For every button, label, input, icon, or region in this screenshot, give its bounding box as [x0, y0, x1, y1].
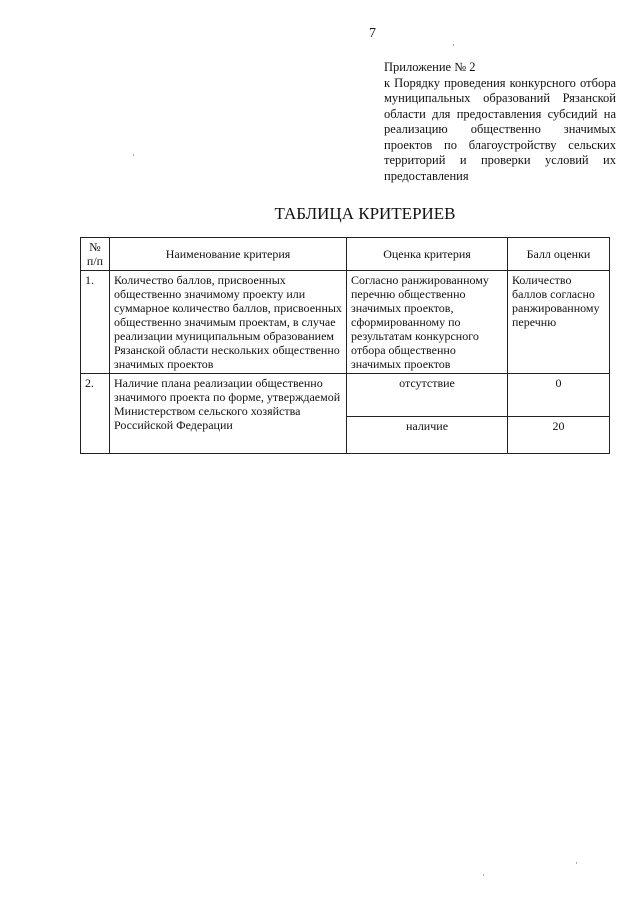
page-number: 7	[369, 26, 376, 41]
row-num: 1.	[81, 271, 110, 374]
table-row	[81, 374, 610, 417]
stray-dot: ·	[132, 150, 135, 160]
row-score: Количество баллов согласно ранжированному перечню	[508, 271, 610, 374]
row-eval: Согласно ранжированному перечню общественно значимых проектов, сформированному по результатам конкурсного отбора общественно значимых проектов	[347, 271, 508, 374]
header-name: Наименование критерия	[110, 238, 347, 271]
row-score-option: 0	[508, 374, 610, 417]
row-eval-option: наличие	[347, 417, 508, 454]
row-score-option: 20	[508, 417, 610, 454]
header-score: Балл оценки	[508, 238, 610, 271]
header-num: № п/п	[81, 238, 110, 271]
appendix-title: Приложение № 2	[384, 60, 476, 74]
appendix-body: к Порядку проведения конкурсного отбора муниципальных образований Рязанской области для предоставления субсидий на реализацию общественно значимых проектов по благоустройству сельских территорий и проверки условий их предоставления	[384, 75, 616, 183]
stray-dot: ·	[575, 858, 578, 868]
appendix-block	[384, 60, 616, 184]
table-header-row	[81, 238, 610, 271]
table-row	[81, 271, 610, 374]
document-title: ТАБЛИЦА КРИТЕРИЕВ	[274, 204, 456, 223]
header-eval: Оценка критерия	[347, 238, 508, 271]
row-name: Наличие плана реализации общественно значимого проекта по форме, утверждаемой Министерством сельского хозяйства Российской Федерации	[110, 374, 347, 454]
stray-dot: ·	[482, 870, 485, 880]
criteria-table	[80, 237, 610, 454]
stray-dot: ·	[452, 40, 455, 50]
row-eval-option: отсутствие	[347, 374, 508, 417]
row-name: Количество баллов, присвоенных общественно значимому проекту или суммарное количество баллов, присвоенных общественно значимым проектам, в случае реализации муниципальным образованием Рязанской области нескольких общественно значимых проектов	[110, 271, 347, 374]
row-num: 2.	[81, 374, 110, 454]
